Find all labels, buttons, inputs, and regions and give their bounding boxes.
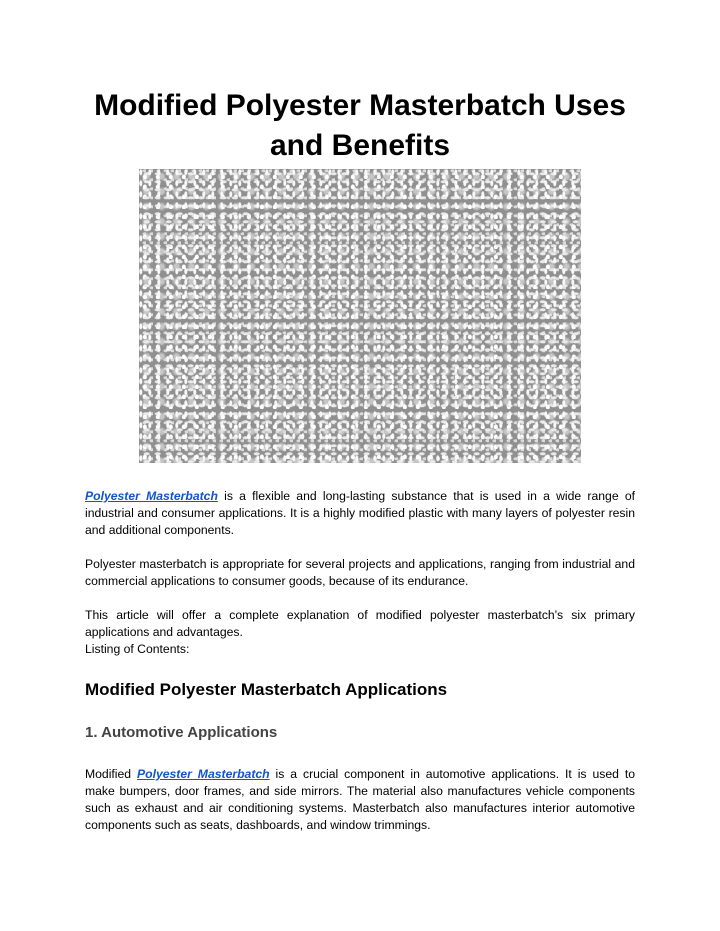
polyester-masterbatch-link[interactable]: Polyester Masterbatch bbox=[85, 489, 218, 503]
automotive-prefix: Modified bbox=[85, 767, 137, 781]
intro-paragraph bbox=[85, 488, 635, 539]
automotive-text: is a crucial component in automotive applications. It is used to make bumpers, door frames, and side mirrors. The material also manufactures vehicle components such as exhaust and air conditioning systems. Masterbatch also manufactures interior automotive components such as seats, dashboards, and window trimmings. bbox=[85, 767, 635, 832]
automotive-paragraph bbox=[85, 766, 635, 834]
subsection-heading: 1. Automotive Applications bbox=[85, 724, 278, 741]
intro-text: is a flexible and long-lasting substance that is used in a wide range of industrial and consumer applications. It is a highly modified plastic with many layers of polyester resin and additional components. bbox=[85, 489, 635, 537]
endurance-paragraph: Polyester masterbatch is appropriate for several projects and applications, ranging from industrial and commercial applications to consumer goods, because of its endurance. bbox=[85, 557, 635, 588]
polyester-masterbatch-link-2[interactable]: Polyester Masterbatch bbox=[137, 767, 270, 781]
page-title: Modified Polyester Masterbatch Uses and Benefits bbox=[94, 89, 626, 162]
carpet-texture-image bbox=[139, 169, 581, 463]
toc-label: Listing of Contents: bbox=[85, 642, 190, 656]
section-heading: Modified Polyester Masterbatch Applications bbox=[85, 680, 448, 699]
article-overview-paragraph: This article will offer a complete explanation of modified polyester masterbatch's six primary applications and advantages. bbox=[85, 608, 635, 639]
